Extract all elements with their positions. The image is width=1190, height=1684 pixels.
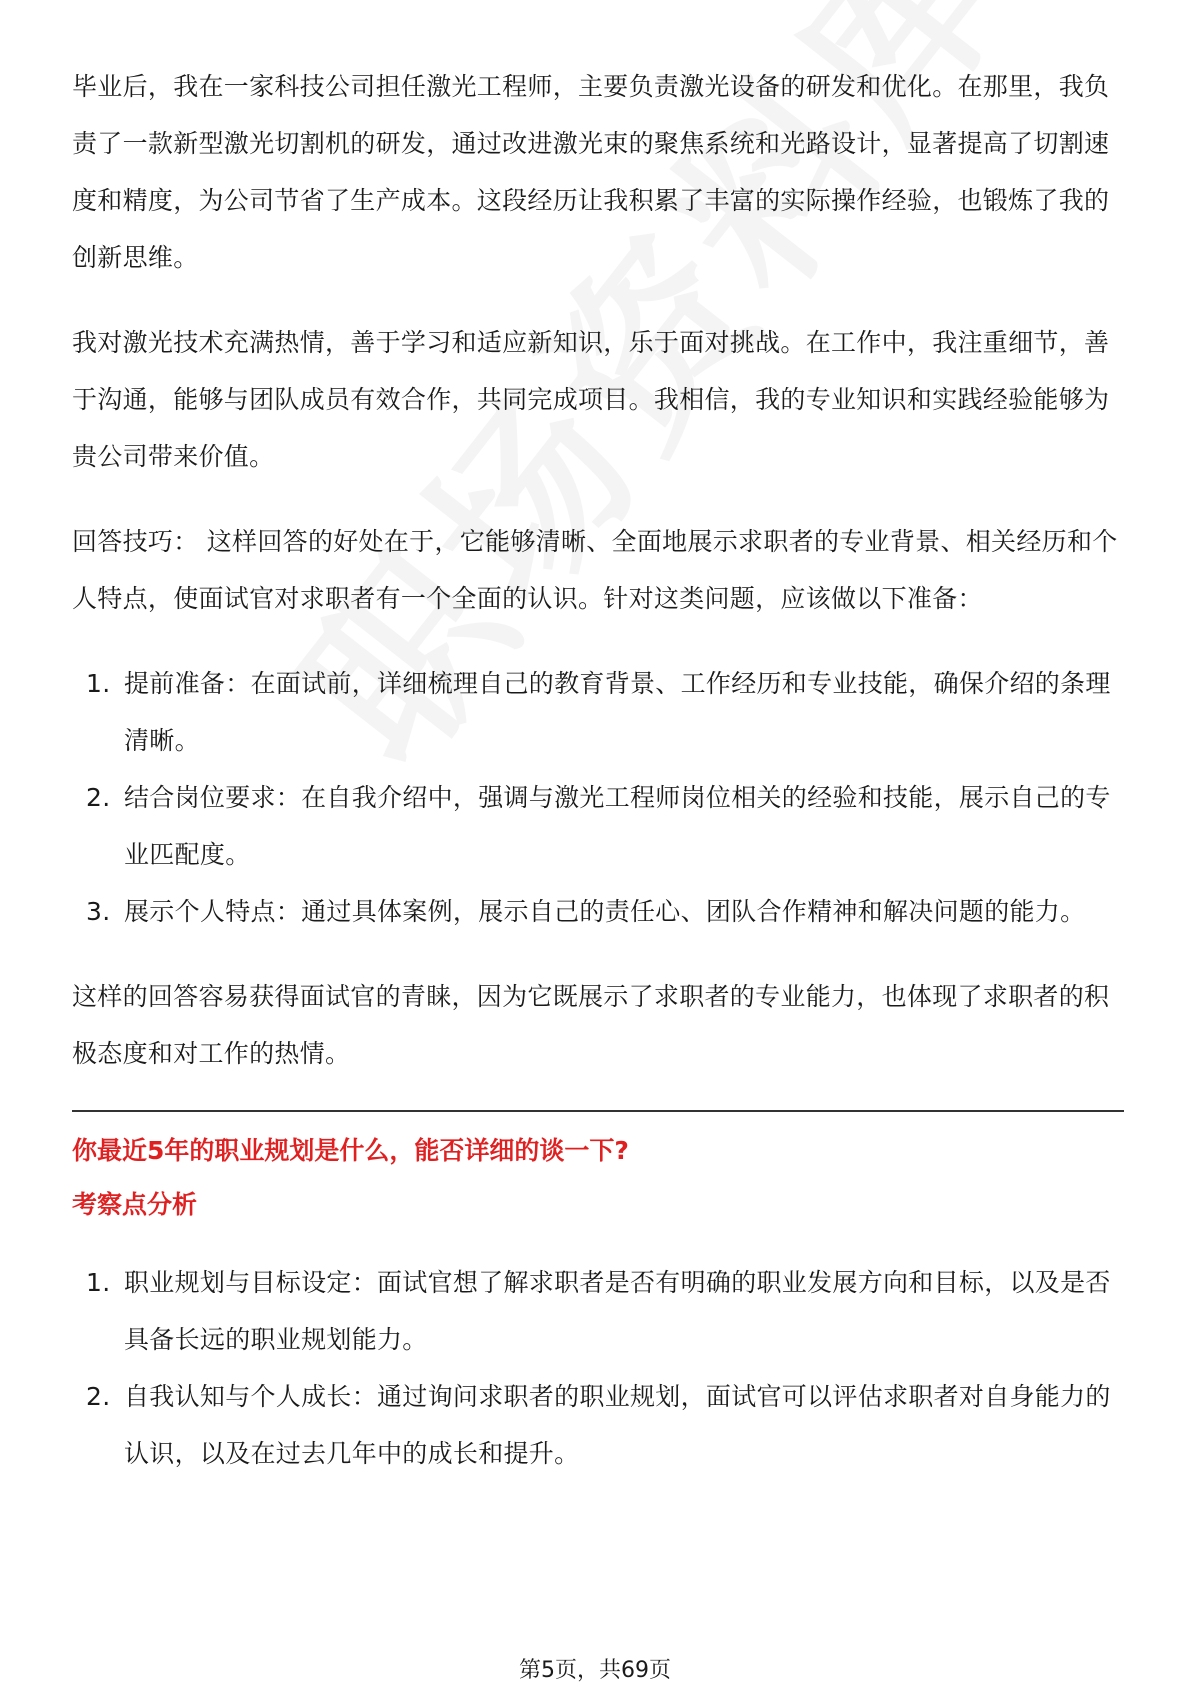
list-item	[72, 655, 1124, 769]
list-number: 1.	[86, 669, 111, 698]
section-divider	[72, 1110, 1124, 1112]
list-number: 2.	[86, 1382, 111, 1411]
tips-list	[72, 655, 1124, 940]
list-item	[72, 883, 1124, 940]
list-item-text: 自我认知与个人成长：通过询问求职者的职业规划，面试官可以评估求职者对自身能力的认识，以及在过去几年中的成长和提升。	[124, 1382, 1111, 1468]
paragraph-answer-tips: 回答技巧： 这样回答的好处在于，它能够清晰、全面地展示求职者的专业背景、相关经历和个人特点，使面试官对求职者有一个全面的认识。针对这类问题，应该做以下准备：	[72, 527, 1118, 613]
analysis-list	[72, 1254, 1124, 1482]
paragraph-personal-traits: 我对激光技术充满热情，善于学习和适应新知识，乐于面对挑战。在工作中，我注重细节，善于沟通，能够与团队成员有效合作，共同完成项目。我相信，我的专业知识和实践经验能够为贵公司带来价值。	[72, 328, 1110, 471]
document-body	[72, 58, 1124, 1510]
list-item-text: 提前准备：在面试前，详细梳理自己的教育背景、工作经历和专业技能，确保介绍的条理清晰。	[124, 669, 1111, 755]
list-item-text: 展示个人特点：通过具体案例，展示自己的责任心、团队合作精神和解决问题的能力。	[124, 897, 1086, 926]
paragraph-conclusion: 这样的回答容易获得面试官的青睐，因为它既展示了求职者的专业能力，也体现了求职者的积极态度和对工作的热情。	[72, 982, 1110, 1068]
list-item	[72, 1368, 1124, 1482]
question-heading: 你最近5年的职业规划是什么，能否详细的谈一下?	[72, 1136, 629, 1165]
list-item	[72, 1254, 1124, 1368]
page-footer: 第5页，共69页	[519, 1658, 671, 1683]
list-item-text: 结合岗位要求：在自我介绍中，强调与激光工程师岗位相关的经验和技能，展示自己的专业匹配度。	[124, 783, 1111, 869]
list-number: 1.	[86, 1268, 111, 1297]
list-item	[72, 769, 1124, 883]
paragraph-work-experience: 毕业后，我在一家科技公司担任激光工程师，主要负责激光设备的研发和优化。在那里，我负责了一款新型激光切割机的研发，通过改进激光束的聚焦系统和光路设计，显著提高了切割速度和精度，为公司节省了生产成本。这段经历让我积累了丰富的实际操作经验，也锻炼了我的创新思维。	[72, 72, 1110, 272]
list-number: 3.	[86, 897, 111, 926]
list-number: 2.	[86, 783, 111, 812]
analysis-heading: 考察点分析	[72, 1190, 198, 1219]
list-item-text: 职业规划与目标设定：面试官想了解求职者是否有明确的职业发展方向和目标，以及是否具备长远的职业规划能力。	[124, 1268, 1111, 1354]
